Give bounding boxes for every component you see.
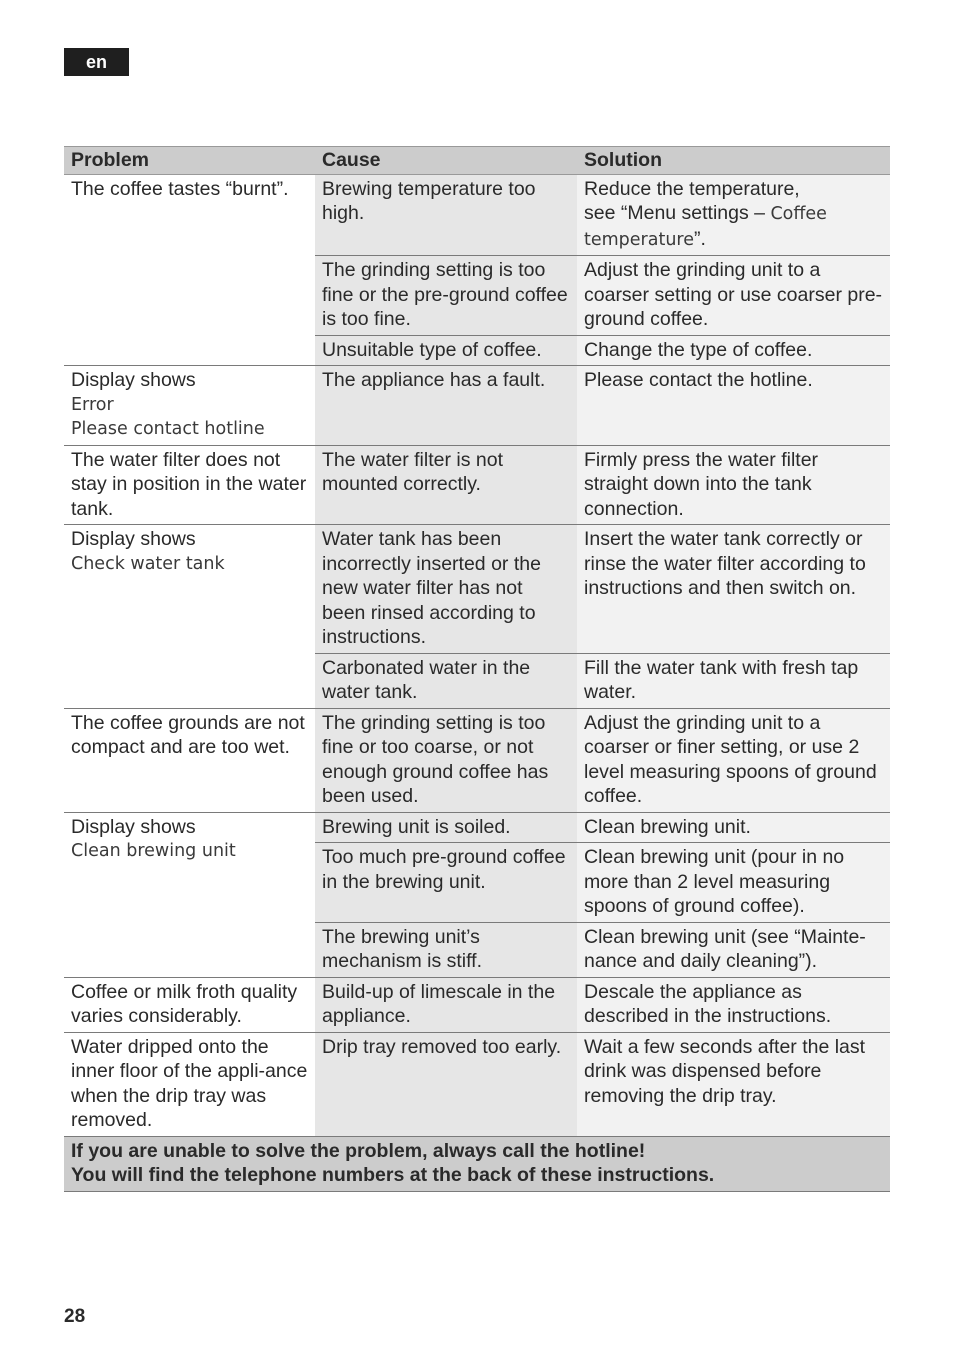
- solution-cell: Clean brewing unit (pour in no more than 2 level measuring spoons of ground coffee).: [577, 843, 890, 923]
- display-message: Check water tank: [71, 553, 225, 574]
- cause-cell: Brewing unit is soiled.: [315, 812, 577, 843]
- problem-cell: The coffee tastes “burnt”.: [64, 174, 315, 366]
- problem-text: Display shows: [71, 815, 196, 838]
- cause-cell: Too much pre-ground coffee in the brewing unit.: [315, 843, 577, 923]
- problem-cell: [64, 525, 315, 709]
- problem-cell: The coffee grounds are not compact and are too wet.: [64, 708, 315, 812]
- table-row: [64, 1032, 890, 1136]
- hotline-notice-line2: You will find the telephone numbers at the back of these instructions.: [71, 1164, 715, 1186]
- problem-cell: Water dripped onto the inner floor of the appli-ance when the drip tray was removed.: [64, 1032, 315, 1136]
- problem-text: Display shows: [71, 528, 196, 550]
- solution-cell: Please contact the hotline.: [577, 366, 890, 446]
- table-row: [64, 812, 890, 843]
- cause-cell: The grinding setting is too fine or too coarse, or not enough ground coffee has been used.: [315, 708, 577, 812]
- solution-cell: Insert the water tank correctly or rinse the water filter according to instructions and then switch on.: [577, 525, 890, 654]
- header-cause: Cause: [315, 147, 577, 175]
- cause-cell: The water filter is not mounted correctly.: [315, 445, 577, 525]
- hotline-notice: [64, 1136, 890, 1191]
- cause-cell: The brewing unit’s mechanism is stiff.: [315, 922, 577, 977]
- table-row: [64, 708, 890, 812]
- problem-cell: [64, 812, 315, 977]
- cause-cell: Water tank has been incorrectly inserted or the new water filter has not been rinsed according to instructions.: [315, 525, 577, 654]
- problem-text: Display shows: [71, 369, 196, 391]
- cause-cell: The grinding setting is too fine or the pre-ground coffee is too fine.: [315, 256, 577, 336]
- header-solution: Solution: [577, 147, 890, 175]
- cause-cell: Build-up of limescale in the appliance.: [315, 977, 577, 1032]
- cause-cell: Brewing temperature too high.: [315, 174, 577, 256]
- display-message: Error: [71, 394, 114, 415]
- display-message: Clean brewing unit: [71, 841, 236, 861]
- table-footer-row: [64, 1136, 890, 1191]
- solution-cell: [577, 174, 890, 256]
- language-badge: en: [64, 48, 129, 76]
- menu-setting-name: Coffee temperature: [584, 204, 827, 250]
- table-row: [64, 174, 890, 256]
- header-problem: Problem: [64, 147, 315, 175]
- table-row: [64, 977, 890, 1032]
- solution-see: see “Menu settings –: [584, 202, 771, 224]
- solution-cell: Descale the appliance as described in the instructions.: [577, 977, 890, 1032]
- hotline-notice-line1: If you are unable to solve the problem, always call the hotline!: [71, 1139, 646, 1162]
- table-row: [64, 366, 890, 446]
- table-header-row: [64, 147, 890, 175]
- cause-cell: Unsuitable type of coffee.: [315, 335, 577, 366]
- solution-cell: Adjust the grinding unit to a coarser setting or use coarser pre-ground coffee.: [577, 256, 890, 336]
- problem-cell: Coffee or milk froth quality varies considerably.: [64, 977, 315, 1032]
- solution-cell: Firmly press the water filter straight down into the tank connection.: [577, 445, 890, 525]
- problem-cell: The water filter does not stay in position in the water tank.: [64, 445, 315, 525]
- solution-text: Reduce the temperature,: [584, 177, 800, 200]
- solution-cell: Clean brewing unit.: [577, 812, 890, 843]
- display-message: Please contact hotline: [71, 419, 265, 439]
- cause-cell: Drip tray removed too early.: [315, 1032, 577, 1136]
- cause-cell: Carbonated water in the water tank.: [315, 653, 577, 708]
- table-row: [64, 525, 890, 654]
- cause-cell: The appliance has a fault.: [315, 366, 577, 446]
- solution-cell: Adjust the grinding unit to a coarser or finer setting, or use 2 level measuring spoons of ground coffee.: [577, 708, 890, 812]
- solution-end: ”.: [694, 227, 706, 250]
- troubleshooting-table: [64, 146, 890, 1192]
- solution-cell: Wait a few seconds after the last drink was dispensed before removing the drip tray.: [577, 1032, 890, 1136]
- solution-cell: Clean brewing unit (see “Mainte-nance and daily cleaning”).: [577, 922, 890, 977]
- solution-cell: Change the type of coffee.: [577, 335, 890, 366]
- page-number: 28: [64, 1306, 86, 1327]
- problem-cell: [64, 366, 315, 446]
- solution-cell: Fill the water tank with fresh tap water.: [577, 653, 890, 708]
- table-row: [64, 445, 890, 525]
